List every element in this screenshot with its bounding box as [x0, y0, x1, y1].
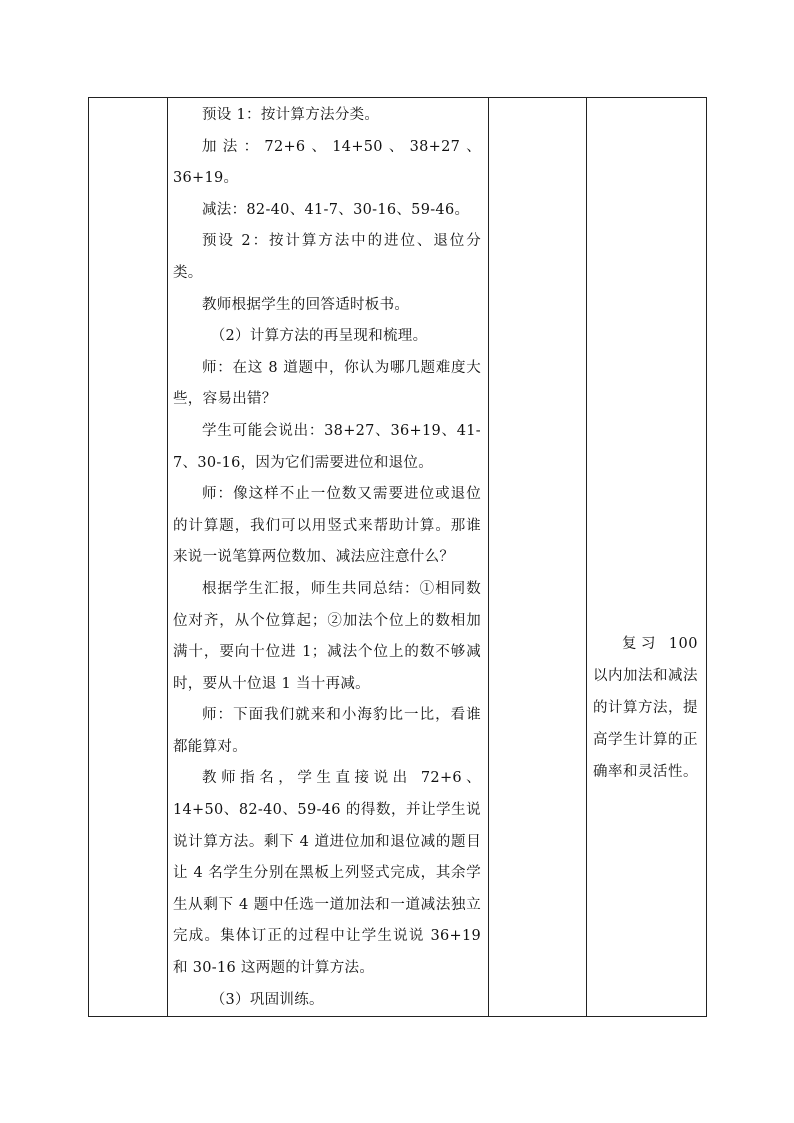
table-row — [89, 98, 707, 1017]
section-heading: （3）巩固训练。 — [210, 991, 324, 1008]
student-activity-cell — [489, 98, 587, 1017]
design-purpose-cell — [587, 98, 707, 1017]
paragraph: 根据学生汇报，师生共同总结：①相同数位对齐，从个位算起；②加法个位上的数相加满十，要向十位进 1；减法个位上的数不够减时，要从十位退 1 当十再减。 — [173, 580, 481, 692]
paragraph: 减法：82-40、41-7、30-16、59-46。 — [202, 201, 470, 218]
paragraph: 师：在这 8 道题中，你认为哪几题难度大些，容易出错？ — [173, 359, 481, 408]
lesson-plan-table — [88, 97, 707, 1017]
teaching-process-cell — [168, 98, 489, 1017]
paragraph: 教师根据学生的回答适时板书。 — [202, 296, 410, 313]
teaching-process-text — [168, 100, 488, 1016]
paragraph: 预设 2：按计算方法中的进位、退位分类。 — [173, 233, 481, 281]
design-purpose-text: 复习 100 以内加法和减法的计算方法，提高学生计算的正确率和灵活性。 — [593, 636, 698, 780]
paragraph: 学生可能会说出：38+27、36+19、41-7、30-16，因为它们需要进位和退位。 — [173, 422, 481, 471]
stage-cell — [89, 98, 168, 1017]
paragraph: 教师指名，学生直接说出 72+6、14+50、82-40、59-46 的得数，并让学生说说计算方法。剩下 4 道进位加和退位减的题目让 4 名学生分别在黑板上列竖式完成，其余学生从剩下 4 题中任选一道加法和一道减法独立完成。集体订正的过程中让学生说说 36+19 和 30-16 这两题的计算方法。 — [173, 770, 481, 977]
paragraph: 加法：72+6、14+50、38+27、36+19。 — [173, 138, 481, 187]
paragraph: 师：下面我们就来和小海豹比一比，看谁都能算对。 — [173, 707, 481, 755]
paragraph: 预设 1：按计算方法分类。 — [202, 107, 380, 123]
section-heading: （2）计算方法的再呈现和梳理。 — [210, 328, 428, 345]
paragraph: 师：像这样不止一位数又需要进位或退位的计算题，我们可以用竖式来帮助计算。那谁来说一说笔算两位数加、减法应注意什么？ — [173, 486, 481, 566]
